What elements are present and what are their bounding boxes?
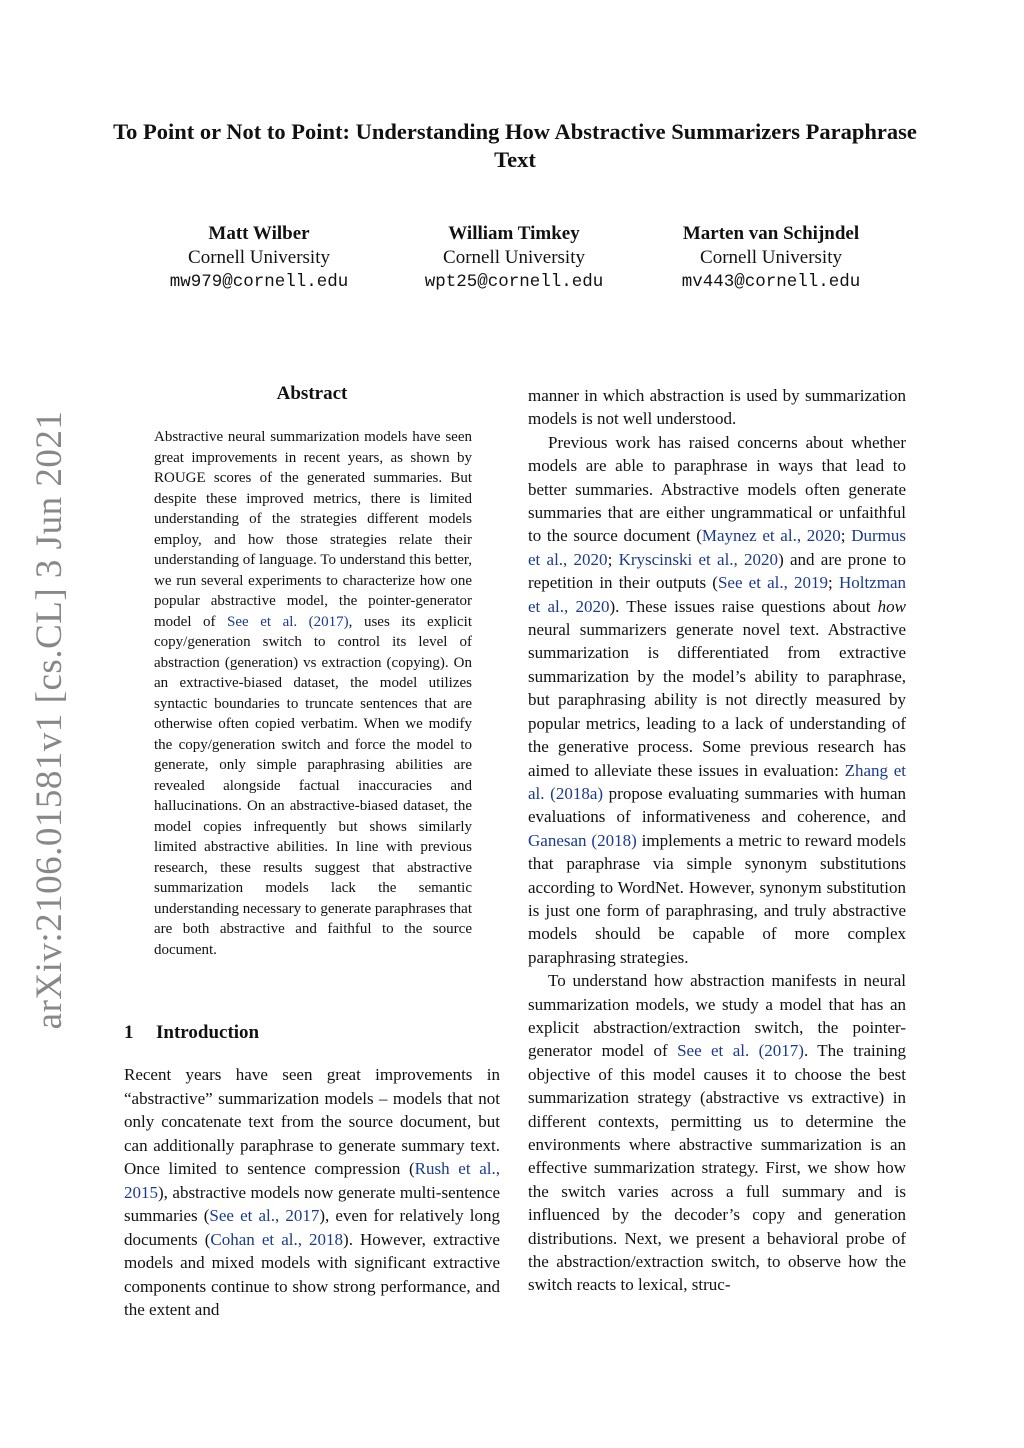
- paper-title: To Point or Not to Point: Understanding How Abstractive Summarizers Paraphrase Text: [113, 119, 917, 172]
- paragraph-continuation: manner in which abstraction is used by summarization models is not well understood.: [528, 386, 906, 429]
- author-affiliation: Cornell University: [700, 247, 842, 268]
- section-number: 1: [124, 1022, 134, 1043]
- citation-link[interactable]: Holtzman et al., 2020: [528, 573, 906, 616]
- arxiv-watermark: arXiv:2106.01581v1 [cs.CL] 3 Jun 2021: [29, 410, 70, 1030]
- introduction-paragraph: Recent years have seen great improvements in “abstractive” summarization models – models that not only concatenate text from the source document, but can additionally paraphrase to generate summary text. Once limited to sentence compression (Rush et al., 2015), abstractive models now generate multi-sentence summaries (See et al., 2017), even for relatively long documents (Cohan et al., 2018). However, extractive models and mixed models with significant extractive components continue to show strong performance, and the extent and: [124, 1065, 500, 1319]
- citation-link[interactable]: Kryscinski et al., 2020: [618, 549, 779, 569]
- paragraph-previous-work: Previous work has raised concerns about whether models are able to paraphrase in ways that lead to better summaries. Abstractive models often generate summaries that are either ungrammatical or unfaithful to the source document (Maynez et al., 2020; Durmus et al., 2020; Kryscinski et al., 2020) and are prone to repetition in their outputs (See et al., 2019; Holtzman et al., 2020). These issues raise questions about how neural summarizers generate novel text. Abstractive summarization is differentiated from extractive summarization by the model’s ability to paraphrase, but paraphrasing ability is not directly measured by popular metrics, leading to a lack of understanding of the generative process. Some previous research has aimed to alleviate these issues in evaluation: Zhang et al. (2018a) propose evaluating summaries with human evaluations of informativeness and coherence, and Ganesan (2018) implements a metric to reward models that paraphrase via simple synonym substitutions according to WordNet. However, synonym substitution is just one form of paraphrasing, and truly abstractive models should be capable of more complex paraphrasing strategies.: [528, 432, 907, 967]
- citation-link[interactable]: Durmus et al., 2020: [528, 526, 906, 569]
- citation-link[interactable]: Ganesan (2018): [528, 830, 637, 850]
- author-1: [119, 222, 399, 294]
- author-name: Marten van Schijndel: [682, 223, 860, 244]
- section-heading-introduction: [124, 1022, 259, 1044]
- citation-link[interactable]: Cohan et al., 2018: [210, 1229, 344, 1249]
- author-email[interactable]: mw979@cornell.edu: [169, 272, 349, 292]
- author-3: [631, 222, 911, 294]
- citation-link[interactable]: See et al. (2017): [677, 1041, 804, 1061]
- author-email[interactable]: mv443@cornell.edu: [681, 272, 861, 292]
- author-email[interactable]: wpt25@cornell.edu: [424, 272, 604, 292]
- paragraph-our-study: To understand how abstraction manifests in neural summarization models, we study a model that has an explicit abstraction/extraction switch, the pointer-generator model of See et al. (2017). The training objective of this model causes it to choose the best summarization strategy (abstractive vs extractive) in different contexts, permitting us to determine the environments where abstractive summarization is an effective summarization strategy. First, we show how the switch varies across a full summary and is influenced by the decoder’s copy and generation distributions. Next, we present a behavioral probe of the abstraction/extraction switch, to observe how the switch reacts to lexical, struc-: [528, 971, 906, 1295]
- section-title: Introduction: [156, 1022, 260, 1043]
- right-column: [528, 384, 906, 1297]
- citation-link[interactable]: See et al. (2017): [227, 613, 349, 630]
- citation-link[interactable]: See et al., 2017: [209, 1206, 320, 1225]
- citation-link[interactable]: Zhang et al. (2018a): [528, 760, 906, 803]
- citation-link[interactable]: Rush et al., 2015: [124, 1159, 500, 1202]
- abstract-heading: Abstract: [276, 383, 348, 404]
- author-2: [374, 222, 654, 294]
- citation-link[interactable]: Maynez et al., 2020: [701, 526, 841, 546]
- author-name: Matt Wilber: [208, 223, 310, 244]
- author-name: William Timkey: [448, 223, 580, 244]
- author-affiliation: Cornell University: [443, 247, 585, 268]
- abstract-body: Abstractive neural summarization models have seen great improvements in recent years, as shown by ROUGE scores of the generated summaries. But despite these improved metrics, there is limited understanding of the strategies different models employ, and how those strategies relate their understanding of language. To understand this better, we run several experiments to characterize how one popular abstractive model, the pointer-generator model of See et al. (2017), uses its explicit copy/generation switch to control its level of abstraction (generation) vs extraction (copying). On an extractive-biased dataset, the model utilizes syntactic boundaries to truncate sentences that are otherwise often copied verbatim. When we modify the copy/generation switch and force the model to generate, only simple paraphrasing abilities are revealed alongside factual inaccuracies and hallucinations. On an abstractive-biased dataset, the model copies infrequently but shows similarly limited abstractive abilities. In line with previous research, these results suggest that abstractive summarization models lack the semantic understanding necessary to generate paraphrases that are both abstractive and faithful to the source document.: [154, 429, 472, 958]
- author-affiliation: Cornell University: [188, 247, 330, 268]
- citation-link[interactable]: See et al., 2019: [717, 573, 829, 593]
